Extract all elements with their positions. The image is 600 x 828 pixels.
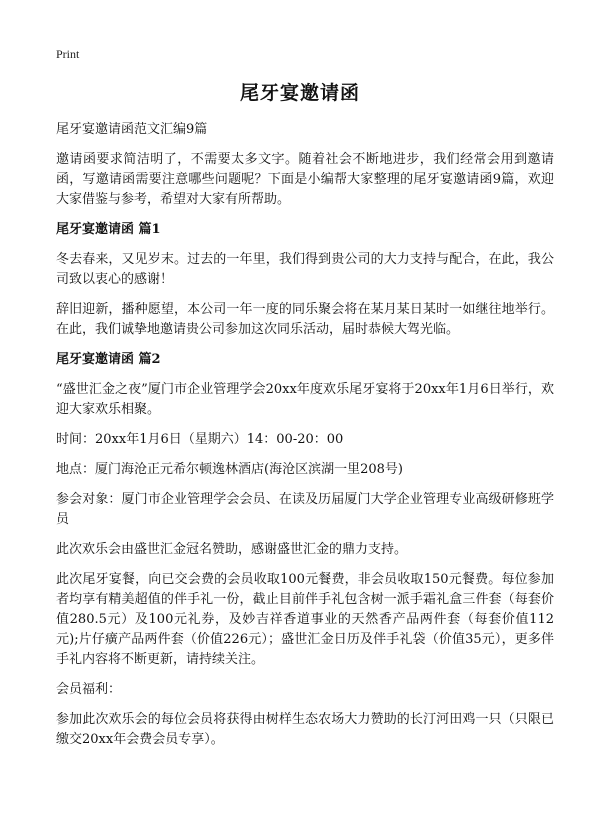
member-benefits-label: 会员福利： (56, 682, 122, 697)
event-time: 时间：20xx年1月6日（星期六）14：00-20：00 (56, 432, 344, 447)
paragraph: 冬去春来，又见岁末。过去的一年里，我们得到贵公司的大力支持与配合，在此，我公司致以衷心的感谢！ (56, 252, 554, 287)
print-link[interactable]: Print (56, 47, 80, 61)
event-location: 地点：厦门海沧正元希尔顿逸林酒店(海沧区滨湖一里208号) (56, 462, 403, 477)
paragraph: “盛世汇金之夜”厦门市企业管理学会20xx年度欢乐尾牙宴将于20xx年1月6日举行，欢迎大家欢乐相聚。 (56, 382, 554, 417)
section-heading-2: 尾牙宴邀请函 篇2 (56, 352, 161, 367)
section-heading-1: 尾牙宴邀请函 篇1 (56, 222, 161, 237)
paragraph: 此次尾牙宴餐，向已交会费的会员收取100元餐费，非会员收取150元餐费。每位参加者均享有精美超值的伴手礼一份，截止目前伴手礼包含树一派手霜礼盒三件套（每套价值280.5元）及100元礼券，及妙吉祥香道事业的天然香产品两件套（每套价值112元);片仔癀产品两件套（价值226元）；盛世汇金日历及伴手礼袋（价值35元），更多伴手礼内容将不断更新，请持续关注。 (56, 572, 554, 667)
event-attendees: 参会对象：厦门市企业管理学会会员、在读及历届厦门大学企业管理专业高级研修班学员 (56, 492, 554, 527)
intro-paragraph: 邀请函要求简洁明了，不需要太多文字。随着社会不断地进步，我们经常会用到邀请函，写邀请函需要注意哪些问题呢？下面是小编帮大家整理的尾牙宴邀请函9篇，欢迎大家借鉴与参考，希望对大家有所帮助。 (56, 152, 554, 207)
document-subtitle: 尾牙宴邀请函范文汇编9篇 (56, 122, 208, 137)
paragraph: 辞旧迎新，播种愿望，本公司一年一度的同乐聚会将在某月某日某时一如继往地举行。在此，我们诚挚地邀请贵公司参加这次同乐活动，届时恭候大驾光临。 (56, 302, 554, 337)
document-title: 尾牙宴邀请函 (239, 82, 360, 104)
document-body (56, 120, 554, 760)
paragraph: 参加此次欢乐会的每位会员将获得由树样生态农场大力赞助的长汀河田鸡一只（只限已缴交20xx年会费会员专享）。 (56, 712, 554, 747)
paragraph: 此次欢乐会由盛世汇金冠名赞助，感谢盛世汇金的鼎力支持。 (56, 542, 408, 557)
